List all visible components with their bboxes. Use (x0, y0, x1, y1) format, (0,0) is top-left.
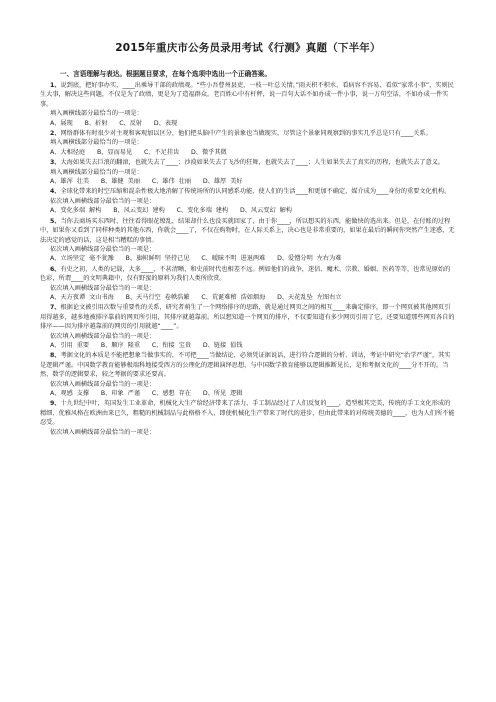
question-item (40, 187, 456, 215)
question-stem (40, 129, 456, 138)
question-prompt: 依次填入画横线部分最恰当的一项是： (50, 245, 156, 253)
question-prompt: 依次填入画横线部分最恰当的一项是： (50, 428, 156, 436)
question-number: 6、 (50, 265, 61, 273)
question-prompt: 依次填入画横线部分最恰当的一项是： (50, 332, 156, 340)
question-text: 十九世纪中叶，英国发生工业革命，机械化大生产给经济带来了活力，手工制品经过了人们反复的____，造型极其完美，传统的手工文化形成的精细、优雅风格在欧洲由来已久，粗糙的机械制品与此格格不入，即使机械化生产带来了时代的进步，但由此带来的对传统美德的____，也为人们所不能忍受。 (40, 400, 455, 427)
question-prompt: 依次填入画横线部分最恰当的一项是： (50, 197, 156, 205)
question-text: 考据文化的本质是不能把想象当做事实的，不可把____当做结论，必须凭证据说话，进行符合逻辑的分析、训诂，考证中研究“治学严谨”，其实是逻辑严谨。中国数学教育能够极端科地接受西方的公理化的逻辑演绎思想，与中国数学教育能够以逻辑推断见长，是和考据文化的____分不开的，当然，数学的逻辑要求，较之考据的要求还要高。 (40, 352, 451, 379)
question-number: 8、 (50, 352, 61, 360)
question-number: 5、 (50, 217, 61, 225)
question-stem (40, 217, 456, 245)
question-options: A、大相径庭 B、显而易见 C、不足挂齿 D、微乎其微 (50, 148, 227, 156)
question-options: A、观感 支撑 B、印象 严谨 C、感想 存在 D、所见 逻辑 (50, 390, 243, 397)
question-stem (40, 399, 456, 427)
question-stem (40, 158, 456, 167)
question-options: A、雄浑 壮美 B、雄健 美丽 C、雄伟 壮丽 D、雄厚 美好 (50, 178, 243, 186)
question-options: A、展现 B、折射 C、反射 D、表现 (50, 119, 178, 127)
question-text: 当你去商场买东西时，往往看得眼花缭乱，结果却什么也没买就回家了，由于你____，所以想买的东西，能做快的选出来。但是，在付账的过程中，如果你又看到了同样种类的其他东西，你就会____了，不仅在购物时，在人际关系上，决心也是非常重要的，如果在最后的瞬间你突然产生迷惑，无法决定的感觉的话，这是相当糟糕的事情。 (40, 217, 455, 244)
question-prompt: 依次填入画横线部分最恰当的一项是： (50, 380, 156, 388)
question-stem (40, 351, 456, 379)
question-prompt: 填入画横线部分最恰当的一项是： (50, 110, 143, 118)
question-options: A、引用 重要 B、顺序 隆重 C、衔接 宝贵 D、链接 值钱 (50, 341, 243, 349)
question-number: 2、 (50, 130, 61, 138)
question-item (40, 81, 456, 128)
question-options: A、变化多端 解构 B、风云变幻 建构 C、变化多端 建构 D、风云变幻 解构 (50, 207, 292, 215)
question-item (40, 303, 456, 350)
question-stem (40, 265, 456, 284)
question-number: 7、 (50, 304, 61, 312)
question-prompt: 填入画横线部分最恰当的一项是： (50, 168, 143, 176)
page-title: 2015年重庆市公务员录用考试《行测》真题（下半年） (115, 42, 381, 54)
question-number: 9、 (50, 400, 61, 408)
question-stem (40, 187, 456, 196)
question-item (40, 158, 456, 186)
question-item (40, 351, 456, 398)
question-prompt: 依次填入画横线部分最恰当的一项是： (50, 284, 156, 292)
question-item (40, 217, 456, 264)
question-stem (40, 81, 456, 109)
question-list (40, 81, 456, 437)
question-item (40, 129, 456, 157)
question-prompt: 填入画横线部分最恰当的一项是： (50, 139, 143, 147)
question-text: 全球化带来的时空压缩和混杂性极大地消解了传统场所的认同感系功能，使人们的生活____和更加不确定，媒介成为____身份的重要文化机构。 (60, 188, 451, 196)
question-number: 1、 (50, 82, 61, 89)
question-text: 网络群体有时很少对主观和客观加以区分，他们把头脑中产生的景象也当做现实，尽管这个景象同观察到的事实几乎总是只有____关系。 (60, 130, 432, 138)
question-item (40, 265, 456, 303)
question-options: A、天方夜谭 文山书海 B、天马行空 卷帙浩繁 C、荒诞难稽 浩如烟海 D、天花乱坠 左图右立 (50, 293, 342, 301)
question-number: 3、 (50, 159, 61, 167)
question-stem (40, 303, 456, 331)
section-heading: 一、言语理解与表达。根据题目要求，在每个选项中选出一个正确答案。 (60, 70, 271, 78)
question-item (40, 399, 456, 437)
question-text: 根据论文被引用次数与重要性的关系，研究者萌生了一个网络排序的思路，就是通过网页之间的相互____来确定排序，即一个网页被其他网页引用得越多，越多地被排序靠前的网页所引用，其排序就越靠前。所以想知道一个网页的排序，不仅要知道有多少网页引用了它，还要知道那些网页各自的排序——因为排序越靠前的网页的引用就越“____”。 (40, 304, 455, 331)
question-text: 有史之初，人类的记载，大多____，不甚清晰，和史前时代也相差不远。例如他们的战争，迷信、魔术、宗教、婚姻、医药等等，也常见原始的色彩，所谓____的文明典籍中，仅有野蛮的原料为我们人类所欣赏。 (40, 265, 451, 283)
question-text: 说到底，把好事办实，____出乘导干部的政绩观。“些小吾曹州县吏，一枝一叶总关情。”雨天积不积水、看病容不容易、看似“家常小事”，实则民生大事，解决这些问题，不仅是为了政绩，更是为了造福群众。老百姓心中有杆秤，说一百句大话不如办成一件小事，说一万句空话，不如办成一件实事。 (40, 82, 454, 108)
question-text: 大海如果失去巨浪的翻滚，也就失去了____；沙漠如果失去了飞沙的狂舞，也就失去了____；人生如果失去了真实的历程，也就失去了意义。 (60, 159, 445, 167)
question-options: A、立场坚定 毫不犹豫 B、旗帜鲜明 坚持己见 C、暧昧不明 进退两难 D、爱憎分明 左右为难 (50, 255, 342, 263)
question-number: 4、 (50, 188, 61, 196)
